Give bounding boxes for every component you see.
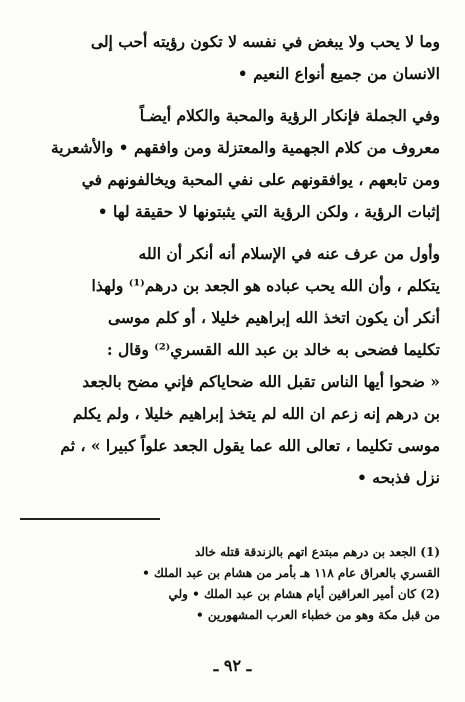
main-text xyxy=(22,26,440,494)
footnote-line: من قبل مكة وهو من خطباء العرب المشهورين • xyxy=(196,608,440,622)
text-line: وما لا يحب ولا يبغض في نفسه لا تكون رؤيته أحب إلى xyxy=(90,32,440,51)
text-line: نزل فذبحه • xyxy=(356,468,440,487)
text-line: وفي الجملة فإنكار الرؤية والمحبة والكلام أيضـاً xyxy=(139,106,440,125)
text-line: موسى تكليما ، تعالى الله عما يقول الجعد علواً كبيرا » ، ثم xyxy=(60,436,440,455)
footnote-divider xyxy=(20,518,160,520)
text-line: معروف من كلام الجهمية والمعتزلة ومن وافقهم • والأشعرية xyxy=(51,138,440,157)
text-line: بن درهم إنه زعم ان الله لم يتخذ إبراهيم خليلا ، ولم يكلم xyxy=(72,404,440,423)
text-line: أنكر أن يكون اتخذ الله إبراهيم خليلا ، أو كلم موسى xyxy=(107,308,440,327)
text-line: إثبات الرؤية ، ولكن الرؤية التي يثبتونها لا حقيقة لها • xyxy=(97,202,440,221)
text-line: ومن تابعهم ، يوافقونهم على نفي المحبة ويخالفونهم في xyxy=(81,170,440,189)
text-line: يتكلم ، وأن الله يحب عباده هو الجعد بن درهم⁽¹⁾ ولهذا xyxy=(91,276,440,295)
footnote-line: القسري بالعراق عام ١١٨ هـ بأمر من هشام بن عبد الملك • xyxy=(142,566,440,580)
text-line: « ضحوا أيها الناس تقبل الله ضحاياكم فإني مضح بالجعد xyxy=(82,372,440,391)
text-line: تكليما فضحى به خالد بن عبد الله القسري⁽²⁾ وقال : xyxy=(106,340,440,359)
page-number: ـ ٩٢ ـ xyxy=(213,656,252,675)
footnote-line: (2) كان أمير العراقين أيام هشام بن عبد الملك • ولي xyxy=(168,587,440,601)
footnotes xyxy=(22,542,440,626)
text-line: الانسان من جميع أنواع النعيم • xyxy=(237,64,440,83)
footnote-line: (1) الجعد بن درهم مبتدع اتهم بالزندقة قتله خالد xyxy=(194,545,440,559)
text-line: وأول من عرف عنه في الإسلام أنه أنكر أن الله xyxy=(138,244,440,263)
